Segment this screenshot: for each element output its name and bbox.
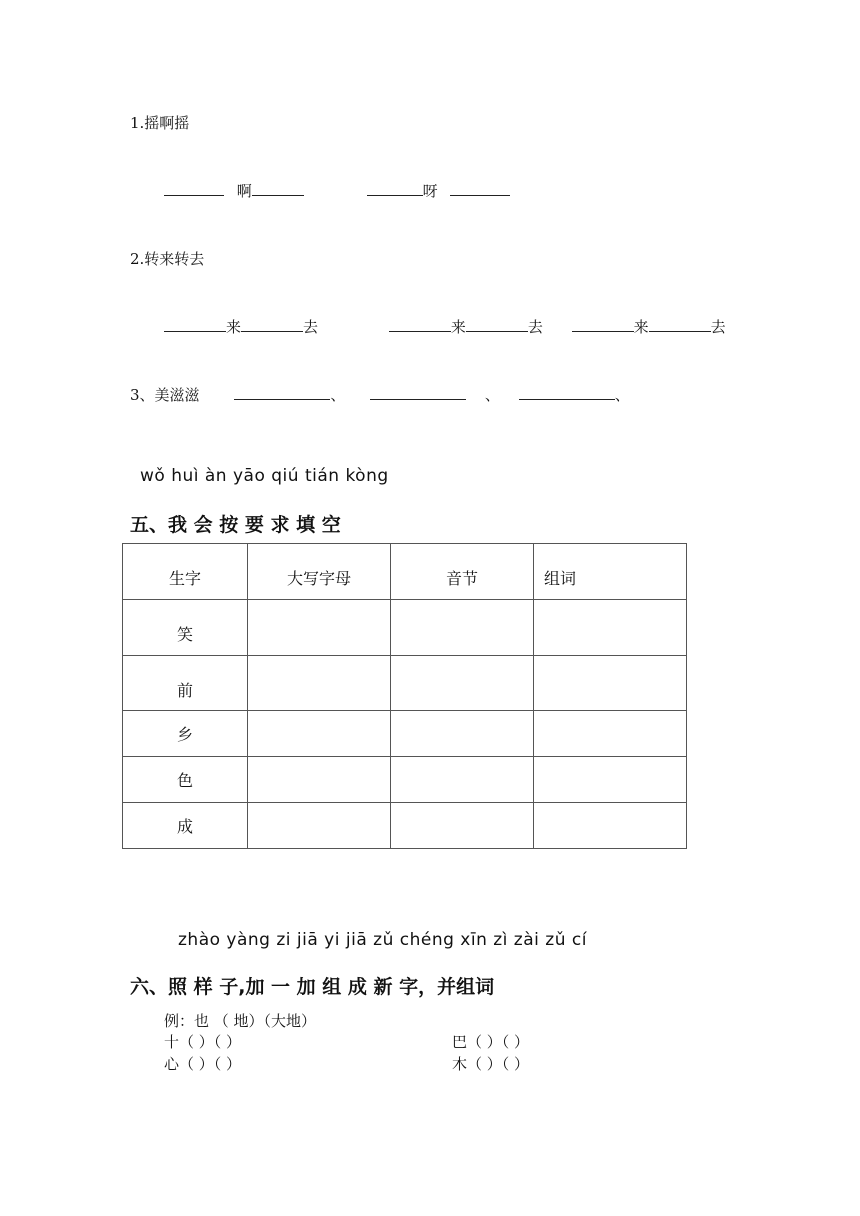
- table-header-cell: 大写字母: [248, 544, 391, 600]
- character-cell: 笑: [123, 600, 248, 656]
- table-header-cell: 音节: [391, 544, 534, 600]
- blank-field[interactable]: [519, 385, 615, 400]
- blank-field[interactable]: [241, 317, 303, 332]
- word-a: 啊: [236, 182, 252, 200]
- answer-cell[interactable]: [248, 757, 391, 803]
- question-3-label: 3、美滋滋: [130, 386, 200, 404]
- combine-item: [452, 1031, 529, 1052]
- answer-cell[interactable]: [391, 803, 534, 849]
- question-1-row: [164, 180, 510, 201]
- table-header-cell: 生字: [123, 544, 248, 600]
- blank-field[interactable]: [389, 317, 451, 332]
- table-header-row: [123, 544, 687, 600]
- answer-cell[interactable]: [391, 600, 534, 656]
- answer-cell[interactable]: [534, 757, 687, 803]
- lai-char: 来: [226, 318, 242, 336]
- separator: 、: [330, 386, 346, 404]
- item-parens[interactable]: （ ）（ ）: [179, 1033, 242, 1051]
- table-row: [123, 711, 687, 757]
- blank-field[interactable]: [252, 181, 304, 196]
- character-cell: 成: [123, 803, 248, 849]
- answer-cell[interactable]: [248, 711, 391, 757]
- qu-char: 去: [527, 318, 543, 336]
- fill-in-table: [122, 543, 687, 849]
- separator: 、: [484, 386, 500, 404]
- combine-item: [164, 1053, 241, 1074]
- separator: 、: [614, 386, 630, 404]
- item-parens[interactable]: （ ）（ ）: [467, 1033, 530, 1051]
- answer-cell[interactable]: [534, 600, 687, 656]
- answer-cell[interactable]: [534, 656, 687, 711]
- blank-field[interactable]: [367, 181, 423, 196]
- answer-cell[interactable]: [248, 600, 391, 656]
- item-char: 心: [164, 1055, 180, 1073]
- question-1-label: 1.摇啊摇: [130, 114, 190, 132]
- table-row: [123, 803, 687, 849]
- character-cell: 色: [123, 757, 248, 803]
- blank-field[interactable]: [649, 317, 711, 332]
- item-char: 巴: [452, 1033, 468, 1051]
- table-header-cell: 组词: [534, 544, 687, 600]
- blank-field[interactable]: [450, 181, 510, 196]
- answer-cell[interactable]: [391, 656, 534, 711]
- qu-char: 去: [303, 318, 319, 336]
- character-cell: 乡: [123, 711, 248, 757]
- section-5-pinyin: wǒ huì àn yāo qiú tián kòng: [140, 466, 389, 486]
- combine-item: [452, 1053, 529, 1074]
- answer-cell[interactable]: [391, 757, 534, 803]
- blank-field[interactable]: [234, 385, 330, 400]
- blank-field[interactable]: [164, 317, 226, 332]
- answer-cell[interactable]: [534, 803, 687, 849]
- item-parens[interactable]: （ ）（ ）: [179, 1055, 242, 1073]
- table-row: [123, 757, 687, 803]
- answer-cell[interactable]: [391, 711, 534, 757]
- item-parens[interactable]: （ ）（ ）: [467, 1055, 530, 1073]
- answer-cell[interactable]: [534, 711, 687, 757]
- blank-field[interactable]: [466, 317, 528, 332]
- section-5-heading: 五、我 会 按 要 求 填 空: [130, 514, 341, 536]
- question-3-row: [130, 384, 630, 405]
- item-char: 木: [452, 1055, 468, 1073]
- example-line: 例：也 （ 地）（大地）: [164, 1012, 317, 1030]
- combine-item: [164, 1031, 241, 1052]
- answer-cell[interactable]: [248, 656, 391, 711]
- question-2-row: [164, 316, 726, 337]
- qu-char: 去: [710, 318, 726, 336]
- question-2-label: 2.转来转去: [130, 250, 205, 268]
- blank-field[interactable]: [572, 317, 634, 332]
- answer-cell[interactable]: [248, 803, 391, 849]
- blank-field[interactable]: [164, 181, 224, 196]
- section-6-heading: 六、照 样 子,加 一 加 组 成 新 字，并组词: [130, 976, 495, 998]
- character-cell: 前: [123, 656, 248, 711]
- table-row: [123, 656, 687, 711]
- section-6-pinyin: zhào yàng zi jiā yi jiā zǔ chéng xīn zì zài zǔ cí: [178, 930, 587, 950]
- lai-char: 来: [633, 318, 649, 336]
- blank-field[interactable]: [370, 385, 466, 400]
- lai-char: 来: [450, 318, 466, 336]
- table-row: [123, 600, 687, 656]
- item-char: 十: [164, 1033, 180, 1051]
- word-b: 呀: [422, 182, 438, 200]
